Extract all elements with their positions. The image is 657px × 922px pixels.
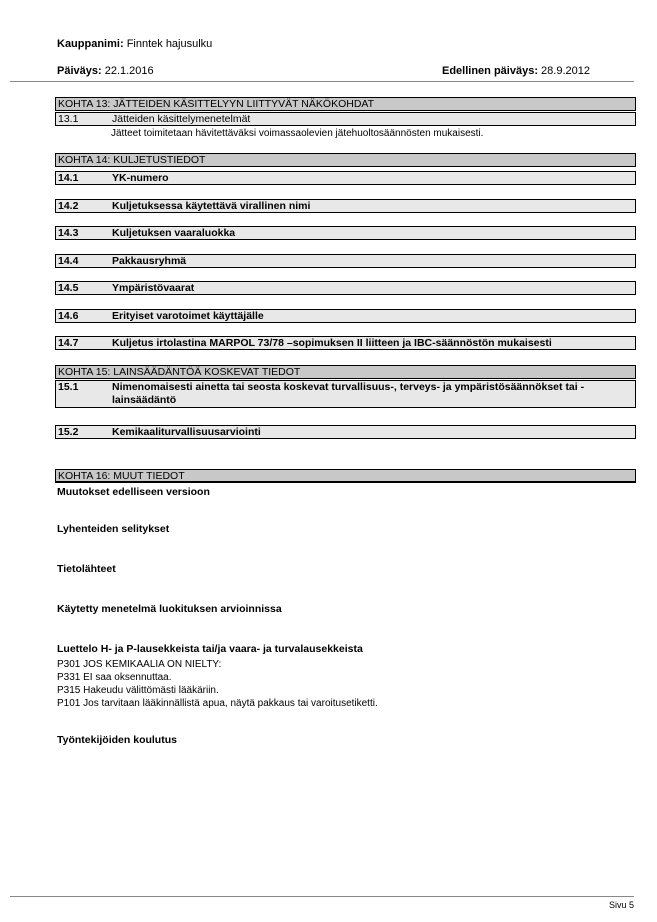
phrases-heading: Luettelo H- ja P-lausekkeista tai/ja vaara- ja turvalausekkeista [57, 643, 363, 655]
subsection-15-2 [55, 425, 636, 439]
previous-date-value: 28.9.2012 [541, 65, 590, 77]
sources-heading: Tietolähteet [57, 563, 116, 575]
subsection-number: 14.3 [58, 227, 79, 239]
subsection-number: 13.1 [58, 113, 79, 125]
phrase-line: P301 JOS KEMIKAALIA ON NIELTY: [57, 659, 222, 670]
section-15-header [55, 365, 636, 379]
subsection-number: 14.1 [58, 172, 79, 184]
subsection-label: Kemikaaliturvallisuusarviointi [112, 426, 261, 438]
subsection-14-4 [55, 254, 636, 268]
previous-date-label: Edellinen päiväys: [442, 65, 538, 77]
date-label: Päiväys: [57, 65, 102, 77]
section-14-title: KOHTA 14: KULJETUSTIEDOT [58, 154, 206, 166]
section-15-title: KOHTA 15: LAINSÄÄDÄNTÖÄ KOSKEVAT TIEDOT [58, 366, 301, 378]
subsection-label: Kuljetus irtolastina MARPOL 73/78 –sopimuksen II liitteen ja IBC-säännöstön mukaisesti [112, 337, 552, 349]
page-number: Sivu 5 [609, 900, 635, 910]
abbreviations-heading: Lyhenteiden selitykset [57, 523, 170, 535]
subsection-label: YK-numero [112, 172, 169, 184]
subsection-14-3 [55, 226, 636, 240]
subsection-number: 14.4 [58, 255, 79, 267]
subsection-13-1 [55, 112, 636, 126]
section-16-title: KOHTA 16: MUUT TIEDOT [58, 470, 185, 482]
product-name-label: Kauppanimi: [57, 38, 124, 50]
section-14-header [55, 153, 636, 167]
section-13-header [55, 97, 636, 111]
subsection-label: Ympäristövaarat [112, 282, 195, 294]
phrase-line: P101 Jos tarvitaan lääkinnällistä apua, näytä pakkaus tai varoitusetiketti. [57, 698, 378, 709]
previous-date-line [442, 65, 590, 77]
section-16-header [55, 469, 636, 483]
subsection-label: Kuljetuksessa käytettävä virallinen nimi [112, 200, 311, 212]
subsection-14-6 [55, 309, 636, 323]
subsection-14-2 [55, 199, 636, 213]
subsection-label: Kuljetuksen vaaraluokka [112, 227, 236, 239]
subsection-number: 14.2 [58, 200, 79, 212]
waste-handling-text: Jätteet toimitetaan hävitettäväksi voimassaolevien jätehuoltosäännösten mukaisesti. [111, 128, 484, 139]
method-heading: Käytetty menetelmä luokituksen arvioinnissa [57, 603, 282, 615]
phrase-line: P331 EI saa oksennuttaa. [57, 672, 172, 683]
section-13-title: KOHTA 13: JÄTTEIDEN KÄSITTELYYN LIITTYVÄT NÄKÖKOHDAT [58, 98, 375, 110]
subsection-number: 15.1 [58, 381, 79, 393]
subsection-label: Erityiset varotoimet käyttäjälle [112, 310, 264, 322]
date-value: 22.1.2016 [104, 65, 154, 77]
training-heading: Työntekijöiden koulutus [57, 734, 177, 746]
header-divider [10, 81, 634, 82]
subsection-number: 14.6 [58, 310, 79, 322]
subsection-label: Pakkausryhmä [112, 255, 187, 267]
subsection-number: 14.7 [58, 337, 79, 349]
subsection-15-1 [55, 380, 636, 408]
subsection-number: 15.2 [58, 426, 79, 438]
subsection-label: Jätteiden käsittelymenetelmät [112, 113, 251, 125]
subsection-14-7 [55, 336, 636, 350]
footer-divider [10, 896, 634, 897]
subsection-14-1 [55, 171, 636, 185]
product-name-line [57, 38, 212, 50]
date-line [57, 65, 154, 77]
subsection-label: Nimenomaisesti ainetta tai seosta koskevat turvallisuus-, terveys- ja ympäristösäännökset tai -lainsäädäntö [112, 381, 585, 406]
product-name-value: Finntek hajusulku [126, 38, 213, 50]
changes-heading: Muutokset edelliseen versioon [57, 486, 210, 498]
phrase-line: P315 Hakeudu välittömästi lääkäriin. [57, 685, 219, 696]
subsection-14-5 [55, 281, 636, 295]
subsection-number: 14.5 [58, 282, 79, 294]
